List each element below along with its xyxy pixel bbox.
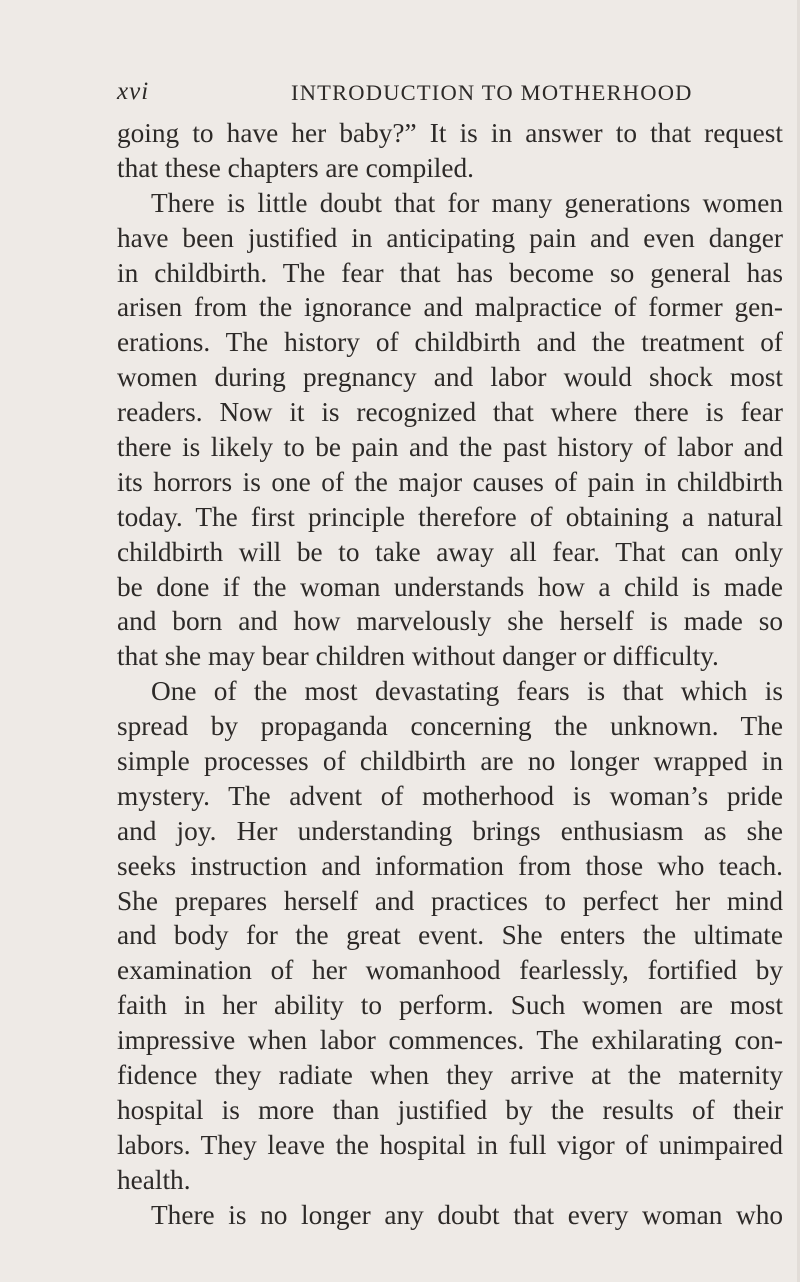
page-number: xvi bbox=[117, 78, 150, 105]
text-line: simple processes of childbirth are no longer wrapped in bbox=[117, 746, 783, 777]
text-line: readers. Now it is recognized that where there is fear bbox=[117, 397, 783, 428]
text-line: today. The first principle therefore of obtaining a natural bbox=[117, 501, 783, 532]
text-line: and joy. Her understanding brings enthusiasm as she bbox=[117, 815, 783, 846]
running-head bbox=[117, 78, 783, 108]
text-line: mystery. The advent of motherhood is woman’s pride bbox=[117, 780, 783, 811]
body-text bbox=[117, 116, 783, 1233]
text-line: women during pregnancy and labor would shock most bbox=[117, 362, 783, 393]
running-head-title: INTRODUCTION TO MOTHERHOOD bbox=[291, 80, 693, 105]
text-line: fidence they radiate when they arrive at the maternity bbox=[117, 1060, 783, 1091]
text-line: going to have her baby?” It is in answer to that request bbox=[117, 118, 783, 148]
text-line: have been justified in anticipating pain and even danger bbox=[117, 222, 783, 253]
text-line: childbirth will be to take away all fear. That can only bbox=[117, 536, 783, 567]
text-line: She prepares herself and practices to perfect her mind bbox=[117, 885, 783, 916]
text-line: spread by propaganda concerning the unknown. The bbox=[117, 711, 783, 742]
text-line: There is little doubt that for many generations women bbox=[151, 187, 783, 218]
text-line: There is no longer any doubt that every woman who bbox=[151, 1199, 783, 1230]
text-line: health. bbox=[117, 1164, 191, 1195]
text-line: there is likely to be pain and the past history of labor and bbox=[117, 432, 783, 463]
text-line: and born and how marvelously she herself is made so bbox=[117, 606, 783, 637]
text-line: its horrors is one of the major causes of pain in childbirth bbox=[117, 466, 783, 497]
text-line: impressive when labor commences. The exhilarating con- bbox=[117, 1025, 783, 1056]
text-line: be done if the woman understands how a child is made bbox=[117, 571, 783, 602]
text-line: arisen from the ignorance and malpractice of former gen- bbox=[117, 292, 783, 323]
text-line: One of the most devastating fears is that which is bbox=[151, 676, 783, 707]
text-line: that these chapters are compiled. bbox=[117, 152, 474, 183]
text-line: erations. The history of childbirth and the treatment of bbox=[117, 327, 783, 358]
text-line: and body for the great event. She enters the ultimate bbox=[117, 920, 783, 951]
text-line: faith in her ability to perform. Such women are most bbox=[117, 990, 783, 1021]
text-line: labors. They leave the hospital in full vigor of unimpaired bbox=[117, 1129, 783, 1160]
text-line: examination of her womanhood fearlessly, fortified by bbox=[117, 955, 783, 986]
text-line: hospital is more than justified by the results of their bbox=[117, 1094, 783, 1125]
text-line: seeks instruction and information from those who teach. bbox=[117, 850, 783, 881]
text-line: that she may bear children without danger or difficulty. bbox=[117, 641, 719, 672]
text-line: in childbirth. The fear that has become so general has bbox=[117, 257, 783, 288]
